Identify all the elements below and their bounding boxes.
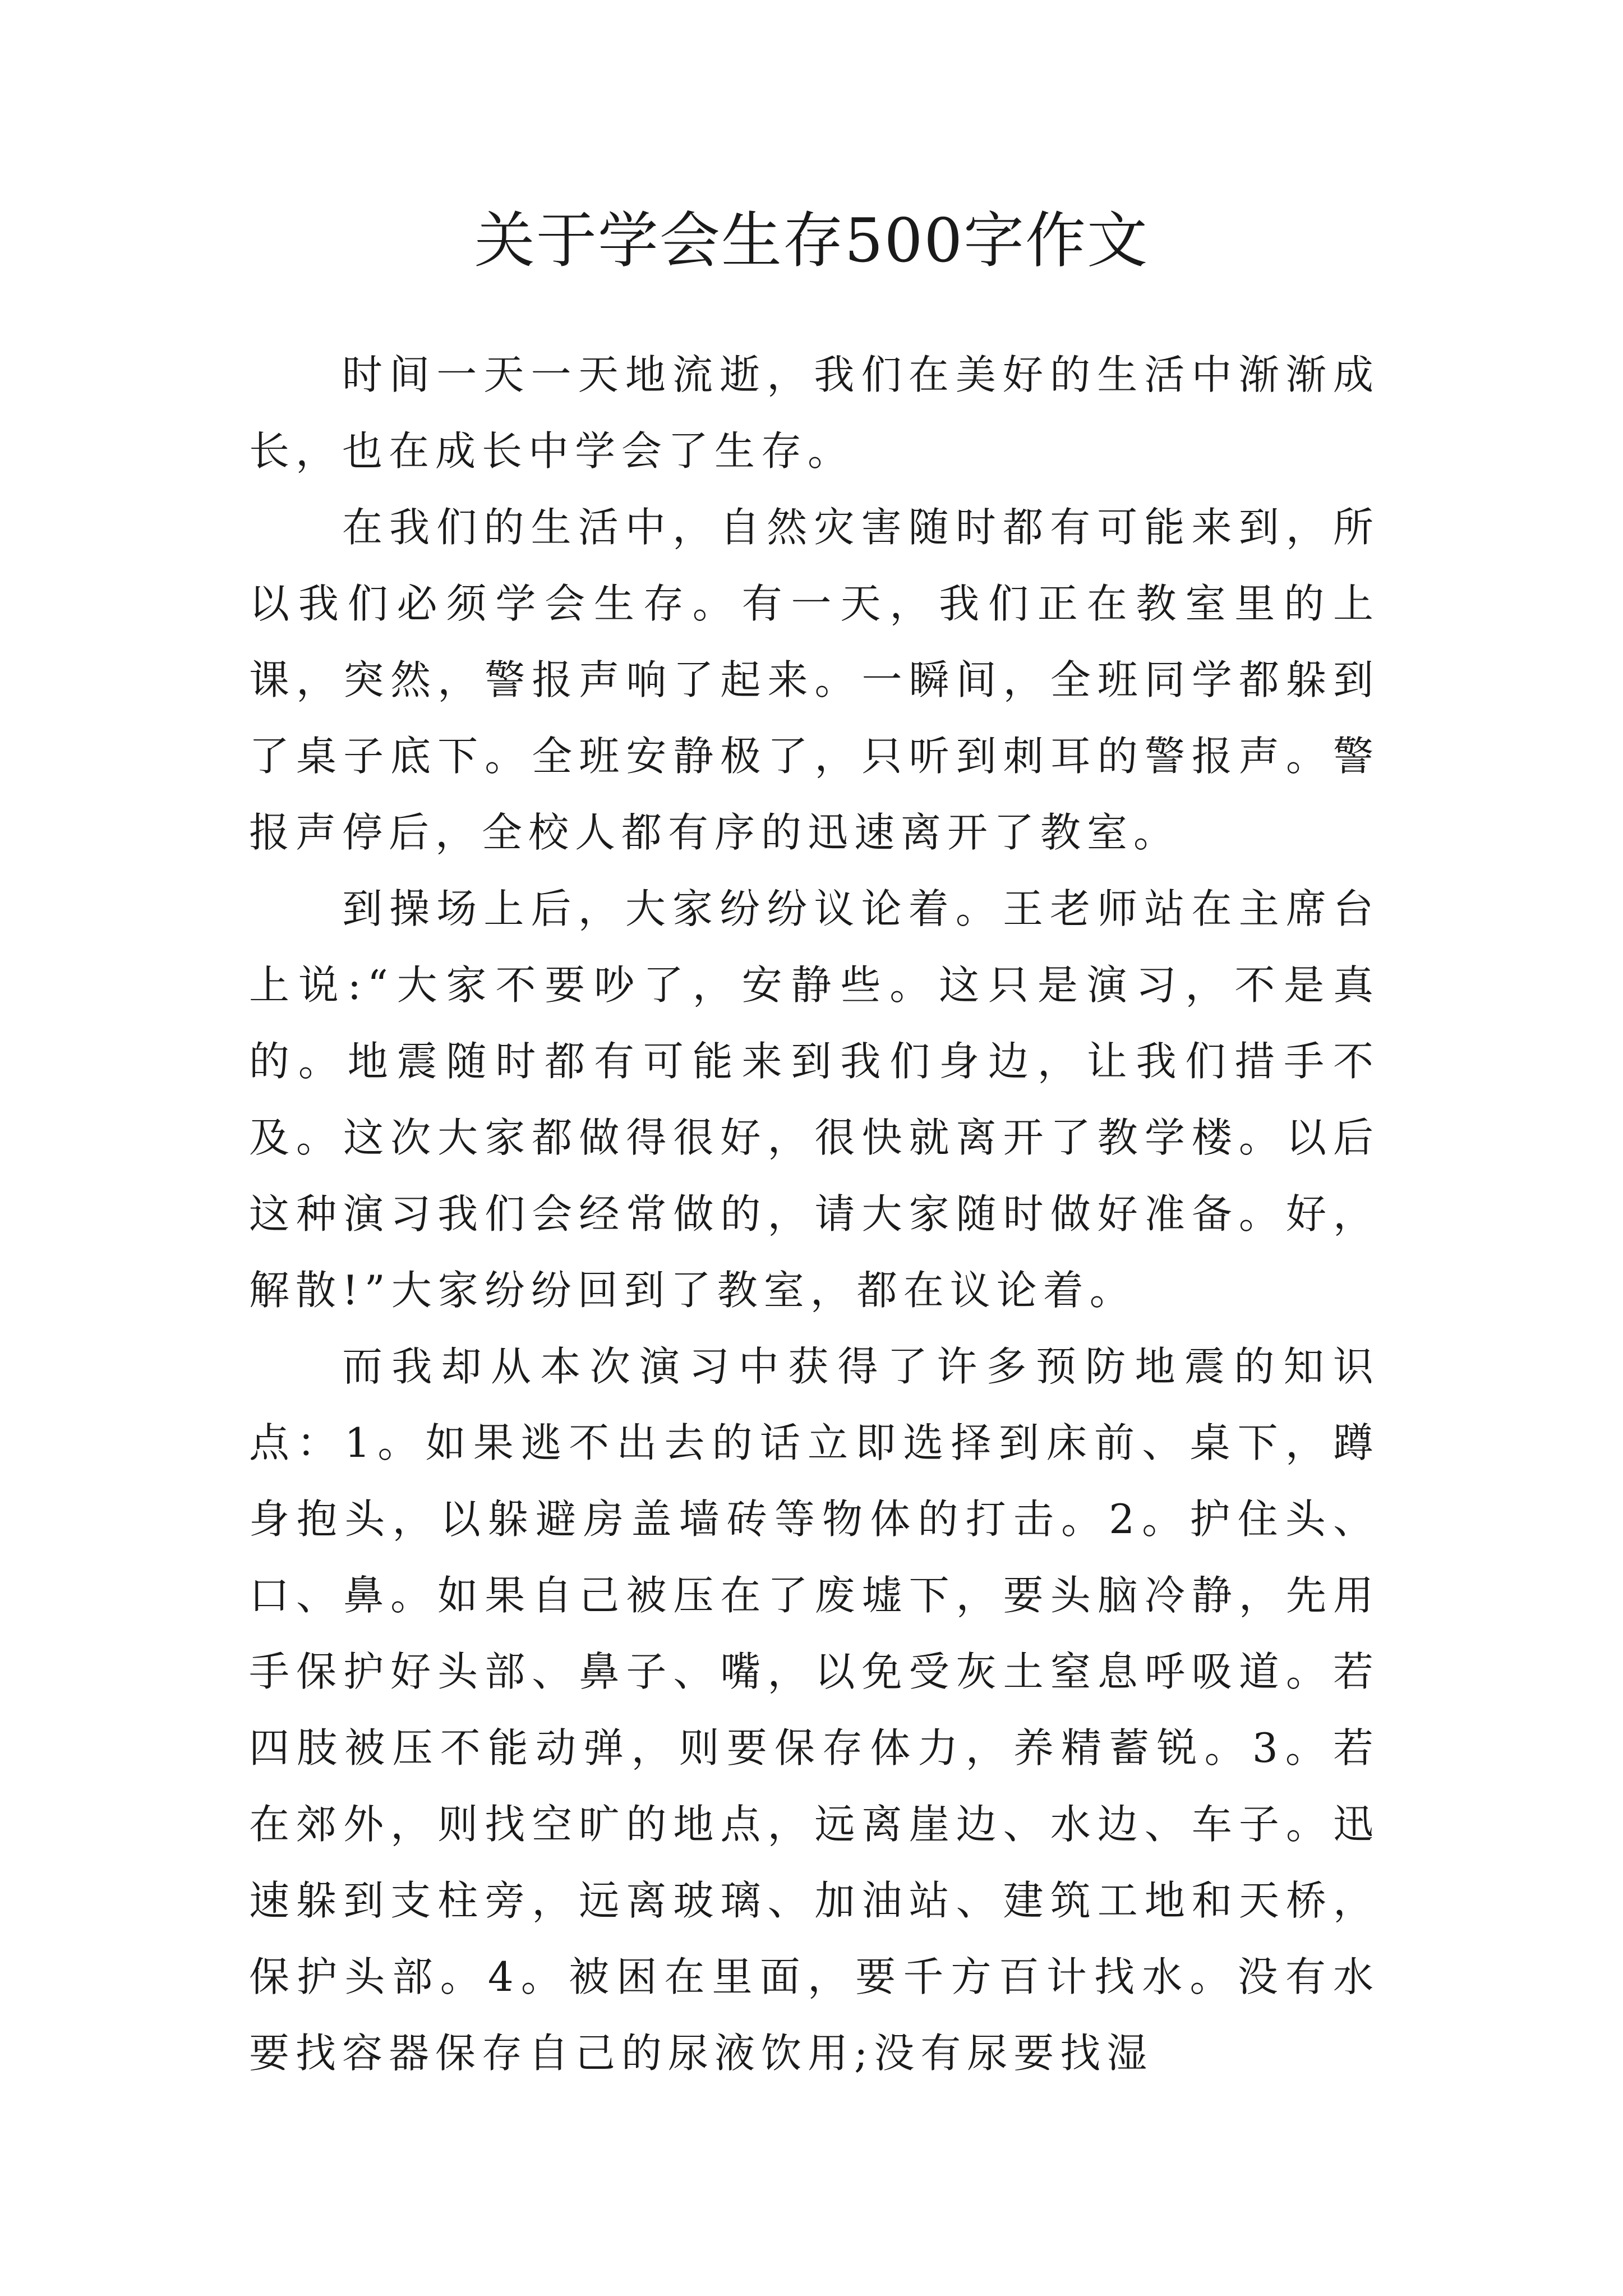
paragraph: 而我却从本次演习中获得了许多预防地震的知识点：1。如果逃不出去的话立即选择到床前、桌下，蹲身抱头，以躲避房盖墙砖等物体的打击。2。护住头、口、鼻。如果自己被压在了废墟下，要头脑冷静，先用手保护好头部、鼻子、嘴，以免受灰土窒息呼吸道。若四肢被压不能动弹，则要保存体力，养精蓄锐。3。若在郊外，则找空旷的地点，远离崖边、水边、车子。迅速躲到支柱旁，远离玻璃、加油站、建筑工地和天桥，保护头部。4。被困在里面，要千方百计找水。没有水要找容器保存自己的尿液饮用;没有尿要找湿 — [249, 1343, 1380, 2077]
paragraph: 在我们的生活中，自然灾害随时都有可能来到，所以我们必须学会生存。有一天，我们正在教室里的上课，突然，警报声响了起来。一瞬间，全班同学都躲到了桌子底下。全班安静极了，只听到刺耳的警报声。警报声停后，全校人都有序的迅速离开了教室。 — [249, 504, 1380, 856]
document-title: 关于学会生存500字作文 — [474, 206, 1149, 276]
paragraph: 时间一天一天地流逝，我们在美好的生活中渐渐成长，也在成长中学会了生存。 — [249, 351, 1380, 475]
document-body — [249, 337, 1380, 2091]
paragraph: 到操场上后，大家纷纷议论着。王老师站在主席台上说:“大家不要吵了，安静些。这只是演习，不是真的。地震随时都有可能来到我们身边，让我们措手不及。这次大家都做得很好，很快就离开了教学楼。以后这种演习我们会经常做的，请大家随时做好准备。好，解散!”大家纷纷回到了教室，都在议论着。 — [249, 885, 1380, 1314]
